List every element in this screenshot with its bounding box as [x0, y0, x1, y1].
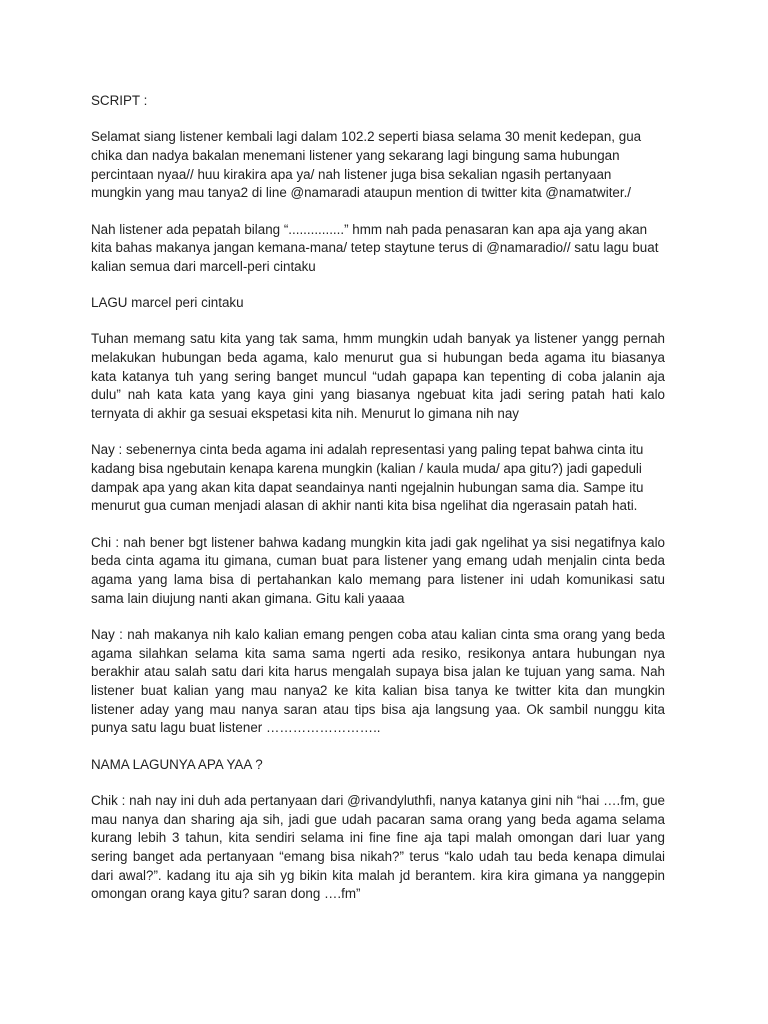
chik-paragraph-1: Chik : nah nay ini duh ada pertanyaan dari @rivandyluthfi, nanya katanya gini nih “hai ….fm, gue mau nanya dan sharing aja sih, jadi gue udah pacaran sama orang yang beda agama selama kurang lebih 3 tahun, kita sendiri selama ini fine fine aja tapi malah omongan dari luar yang sering banget ada pertanyaan “emang bisa nikah?” terus “kalo udah tau beda kenapa dimulai dari awal?”. kadang itu aja sih yg bikin kita malah jd berantem. kira kira gimana ya nanggepin omongan orang kaya gitu? saran dong ….fm” — [91, 792, 665, 902]
tuhan-paragraph: Tuhan memang satu kita yang tak sama, hmm mungkin udah banyak ya listener yangg pernah melakukan hubungan beda agama, kalo menurut gua si hubungan beda agama itu biasanya kata katanya tuh yang sering banget muncul “udah gapapa kan tepenting di coba jalanin aja dulu” nah kata kata yang kaya gini yang biasanya ngebuat kita jadi sering patah hati kalo ternyata di akhir ga sesuai ekspetasi kita nih. Menurut lo gimana nih nay — [91, 331, 665, 422]
song-cue-2: NAMA LAGUNYA APA YAA ? — [91, 756, 263, 772]
song-cue-1: LAGU marcel peri cintaku — [91, 295, 244, 311]
nay-paragraph-2: Nay : nah makanya nih kalo kalian emang pengen coba atau kalian cinta sma orang yang beda agama silahkan selama kita sama sama ngerti ada resiko, resikonya antara hubungan nya berakhir atau salah satu dari kita harus mengalah supaya bisa jalan ke tujuan yang sama. Nah listener buat kalian yang mau nanya2 ke kita kalian bisa tanya ke twitter kita dan mungkin listener aday yang mau nanya saran atau tips bisa aja langsung yaa. Ok sambil nunggu kita punya satu lagu buat listener …………………….. — [91, 626, 665, 736]
nay-paragraph-1: Nay : sebenernya cinta beda agama ini adalah representasi yang paling tepat bahwa cinta itu kadang bisa ngebutain kenapa karena mungkin (kalian / kaula muda/ apa gitu?) jadi gapeduli dampak apa yang akan kita dapat seandainya nanti ngejalnin hubungan sama dia. Sampe itu menurut gua cuman menjadi alasan di akhir nanti kita bisa ngelihat dia ngerasain patah hati. — [91, 442, 644, 514]
intro-paragraph: Selamat siang listener kembali lagi dalam 102.2 seperti biasa selama 30 menit kedepan, gua chika dan nadya bakalan menemani listener yang sekarang lagi bingung sama hubungan percintaan nyaa// huu kirakira apa ya/ nah listener juga bisa sekalian ngasih pertanyaan mungkin yang mau tanya2 di line @namaradi ataupun mention di twitter kita @namatwiter./ — [91, 129, 642, 201]
document-body — [91, 92, 665, 922]
script-heading: SCRIPT : — [91, 93, 148, 108]
chi-paragraph-1: Chi : nah bener bgt listener bahwa kadang mungkin kita jadi gak ngelihat ya sisi negatifnya kalo beda cinta agama itu gimana, cuman buat para listener yang emang udah menjalin cinta beda agama yang lama bisa di pertahankan kalo memang para listener ini udah komunikasi satu sama lain diujung nanti akan gimana. Gitu kali yaaaa — [91, 534, 665, 606]
pepatah-paragraph: Nah listener ada pepatah bilang “...............” hmm nah pada penasaran kan apa aja yang akan kita bahas makanya jangan kemana-mana/ tetep staytune terus di @namaradio// satu lagu buat kalian semua dari marcell-peri cintaku — [91, 221, 659, 274]
